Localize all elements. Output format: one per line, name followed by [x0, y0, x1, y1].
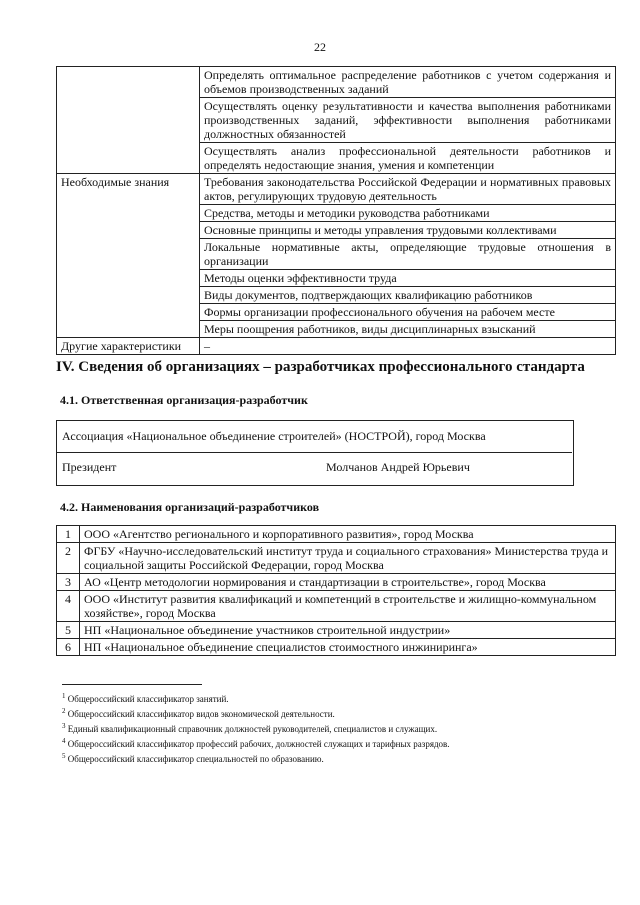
row-number: 3: [57, 574, 80, 591]
table-row: [57, 591, 616, 622]
table-row: [57, 639, 616, 656]
footnotes: [62, 690, 602, 765]
table-row: [57, 174, 616, 205]
row-text: ФГБУ «Научно-исследовательский институт труда и социального страхования» Министерства труда и социальной защиты Российской Федерации, город Москва: [80, 543, 616, 574]
divider: [56, 452, 572, 453]
row-number: 2: [57, 543, 80, 574]
footnote: [62, 690, 602, 705]
footnote-mark: 5: [62, 752, 66, 760]
row-text: НП «Национальное объединение участников строительной индустрии»: [80, 622, 616, 639]
section-heading: IV. Сведения об организациях – разработчиках профессионального стандарта: [56, 359, 585, 375]
row-description: Формы организации профессионального обучения на рабочем месте: [200, 304, 616, 321]
footnote: [62, 720, 602, 735]
row-description: Локальные нормативные акты, определяющие трудовые отношения в организации: [200, 239, 616, 270]
row-description: Средства, методы и методики руководства работниками: [200, 205, 616, 222]
table-row: [57, 543, 616, 574]
responsible-name: Молчанов Андрей Юрьевич: [326, 460, 470, 474]
table-row: [57, 526, 616, 543]
responsible-org: Ассоциация «Национальное объединение строителей» (НОСТРОЙ), город Москва: [62, 429, 486, 443]
row-description: Виды документов, подтверждающих квалификацию работников: [200, 287, 616, 304]
row-text: АО «Центр методологии нормирования и стандартизации в строительстве», город Москва: [80, 574, 616, 591]
row-label: Другие характеристики: [57, 338, 200, 355]
row-text: ООО «Агентство регионального и корпоративного развития», город Москва: [80, 526, 616, 543]
footnote-divider: [62, 684, 202, 685]
row-label: Необходимые знания: [57, 174, 200, 338]
row-description: Методы оценки эффективности труда: [200, 270, 616, 287]
row-number: 4: [57, 591, 80, 622]
table-row: [57, 574, 616, 591]
footnote-text: Общероссийский классификатор видов экономической деятельности.: [67, 709, 335, 719]
footnote-mark: 1: [62, 692, 66, 700]
row-number: 5: [57, 622, 80, 639]
table-row: [57, 67, 616, 98]
row-description: Меры поощрения работников, виды дисциплинарных взысканий: [200, 321, 616, 338]
footnote-mark: 3: [62, 722, 66, 730]
row-text: НП «Национальное объединение специалистов стоимостного инжиниринга»: [80, 639, 616, 656]
row-text: ООО «Институт развития квалификаций и компетенций в строительстве и жилищно-коммунальном хозяйстве», город Москва: [80, 591, 616, 622]
table-row: [57, 622, 616, 639]
footnote-mark: 2: [62, 707, 66, 715]
row-description: –: [200, 338, 616, 355]
row-description: Требования законодательства Российской Федерации и нормативных правовых актов, регулирующих трудовую деятельность: [200, 174, 616, 205]
row-description: Определять оптимальное распределение работников с учетом содержания и объемов производственных заданий: [200, 67, 616, 98]
footnote-text: Общероссийский классификатор специальностей по образованию.: [67, 754, 324, 764]
row-number: 1: [57, 526, 80, 543]
row-description: Осуществлять анализ профессиональной деятельности работников и определять недостающие знания, умения и компетенции: [200, 143, 616, 174]
footnote-text: Общероссийский классификатор профессий рабочих, должностей служащих и тарифных разрядов.: [67, 739, 450, 749]
page-number: 22: [314, 40, 326, 54]
row-label: [57, 67, 200, 174]
footnote-text: Единый квалификационный справочник должностей руководителей, специалистов и служащих.: [67, 724, 438, 734]
row-number: 6: [57, 639, 80, 656]
footnote: [62, 750, 602, 765]
footnote: [62, 735, 602, 750]
table-row: [57, 338, 616, 355]
developers-table: [56, 525, 616, 656]
developers-heading: 4.2. Наименования организаций-разработчиков: [60, 500, 320, 514]
footnote: [62, 705, 602, 720]
footnote-text: Общероссийский классификатор занятий.: [67, 694, 229, 704]
footnote-mark: 4: [62, 737, 66, 745]
responsible-heading: 4.1. Ответственная организация-разработчик: [60, 393, 308, 407]
skills-table: [56, 66, 616, 355]
responsible-title: Президент: [62, 460, 117, 474]
row-description: Основные принципы и методы управления трудовыми коллективами: [200, 222, 616, 239]
row-description: Осуществлять оценку результативности и качества выполнения работниками производственных заданий, эффективности выполнения работниками должностных обязанностей: [200, 98, 616, 143]
